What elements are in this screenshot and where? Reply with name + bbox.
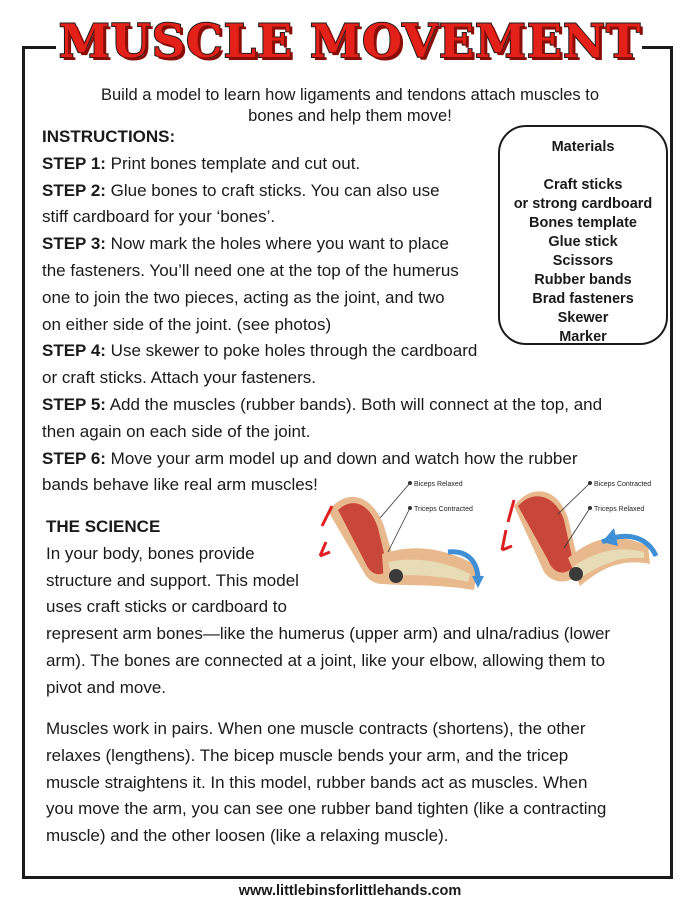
step-text: Glue bones to craft sticks. You can also use <box>105 180 440 200</box>
science-text-line: represent arm bones—like the humerus (upper arm) and ulna/radius (lower <box>46 624 611 644</box>
step-text-line: the fasteners. You’ll need one at the top of the humerus <box>42 260 459 280</box>
material-item: Glue stick <box>548 234 618 250</box>
science-text-line: uses craft sticks or cardboard to <box>46 597 287 617</box>
material-item: Brad fasteners <box>532 291 634 307</box>
step-label: STEP 3: <box>42 234 106 254</box>
pointer-dot <box>588 481 592 485</box>
science-text-line: muscle straightens it. In this model, rubber bands act as muscles. When <box>46 772 588 792</box>
science-section <box>46 514 666 702</box>
pointer-dot <box>588 506 592 510</box>
material-item: Bones template <box>529 215 637 231</box>
science-text-line: muscle) and the other loosen (like a relaxing muscle). <box>46 826 449 846</box>
instructions-heading: INSTRUCTIONS: <box>42 127 176 146</box>
step-text: Print bones template and cut out. <box>105 153 361 173</box>
pointer-dot <box>408 481 412 485</box>
page-title: MUSCLE MOVEMENT <box>58 14 642 68</box>
science-text-line: you move the arm, you can see one rubber band tighten (like a contracting <box>46 799 607 819</box>
material-item: or strong cardboard <box>513 196 653 212</box>
science-paragraph-2 <box>46 716 686 850</box>
intro-line: Build a model to learn how ligaments and tendons attach muscles to <box>100 86 600 104</box>
material-item: Skewer <box>557 310 609 326</box>
step-label: STEP 1: <box>42 153 106 173</box>
step-text-line: on either side of the joint. (see photos) <box>42 314 332 334</box>
science-text-line: pivot and move. <box>46 677 167 697</box>
pointer-line <box>380 483 410 518</box>
step-5 <box>42 392 682 419</box>
material-item: Craft sticks <box>543 177 623 193</box>
pointer-dot <box>408 506 412 510</box>
biceps-relaxed-label: Biceps Relaxed <box>414 481 463 488</box>
materials-list <box>500 176 666 347</box>
step-label: STEP 4: <box>42 341 106 361</box>
science-text-line: structure and support. This model <box>46 570 299 590</box>
biceps-contracted-label: Biceps Contracted <box>594 481 652 488</box>
science-text-line: relaxes (lengthens). The bicep muscle bends your arm, and the tricep <box>46 745 569 765</box>
science-text-line: In your body, bones provide <box>46 543 255 563</box>
step-label: STEP 5: <box>42 394 106 414</box>
step-label: STEP 6: <box>42 448 106 468</box>
pointer-line <box>558 483 590 514</box>
step-text: Move your arm model up and down and watch how the rubber <box>105 448 578 468</box>
materials-heading: Materials <box>551 139 615 155</box>
material-item: Scissors <box>552 253 614 269</box>
science-heading: THE SCIENCE <box>46 517 161 536</box>
science-text-line: arm). The bones are connected at a joint, like your elbow, allowing them to <box>46 650 606 670</box>
footer-url: www.littlebinsforlittlehands.com <box>238 883 462 899</box>
science-text-line: Muscles work in pairs. When one muscle contracts (shortens), the other <box>46 719 586 738</box>
step-text-line: stiff cardboard for your ‘bones’. <box>42 207 276 227</box>
step-text: Use skewer to poke holes through the cardboard <box>105 341 478 361</box>
materials-box <box>498 125 668 345</box>
intro-line: bones and help them move! <box>248 107 452 125</box>
material-item: Marker <box>559 329 607 345</box>
material-item: Rubber bands <box>534 272 632 288</box>
triceps-contracted-label: Triceps Contracted <box>414 506 473 513</box>
step-text: Add the muscles (rubber bands). Both will connect at the top, and <box>105 394 603 414</box>
intro-text <box>40 85 660 127</box>
step-text-line: one to join the two pieces, acting as the joint, and two <box>42 287 445 307</box>
step-label: STEP 2: <box>42 180 106 200</box>
step-text: Now mark the holes where you want to place <box>105 234 449 254</box>
triceps-relaxed-label: Triceps Relaxed <box>594 506 645 513</box>
step-text-line: or craft sticks. Attach your fasteners. <box>42 368 316 388</box>
step-text-line: bands behave like real arm muscles! <box>42 475 318 495</box>
step-text-line: then again on each side of the joint. <box>42 421 311 441</box>
